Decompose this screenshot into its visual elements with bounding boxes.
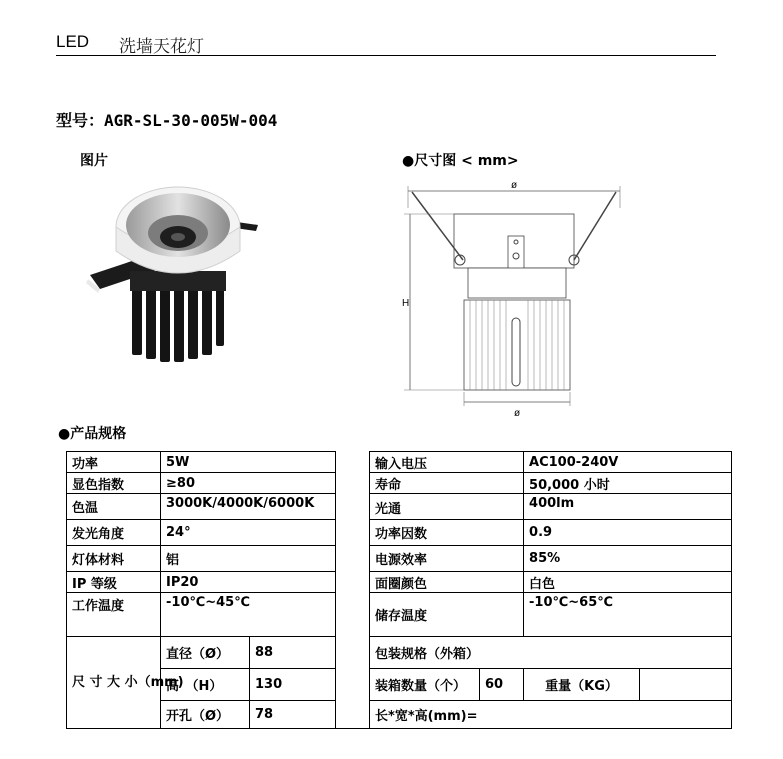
product-photo (80, 175, 280, 375)
spec-value-cell: ≥80 (161, 473, 336, 494)
spec-label-cell: 电源效率 (370, 546, 524, 572)
package-dimensions-cell: 长*宽*高(mm)= (370, 701, 732, 729)
spec-value-cell: IP20 (161, 572, 336, 593)
size-sub-label: 高 （H） (161, 669, 250, 701)
package-label-cell: 包装规格（外箱） (370, 637, 732, 669)
size-value: 130 (250, 669, 336, 701)
package-weight-label: 重量（KG） (524, 669, 640, 701)
spec-value-cell: 白色 (524, 572, 732, 593)
header-led: LED (56, 32, 90, 51)
spec-label-cell: 输入电压 (370, 452, 524, 473)
spec-label-cell: 储存温度 (370, 593, 524, 637)
size-sub-label: 开孔（Ø） (161, 701, 250, 729)
spec-label-cell: 面圈颜色 (370, 572, 524, 593)
spec-value-cell: 铝 (161, 546, 336, 572)
table-row (67, 637, 732, 669)
photo-heading: 图片 (80, 153, 108, 169)
spec-value-cell: 24° (161, 520, 336, 546)
spec-label-cell: 光通 (370, 494, 524, 520)
spec-label-cell: 色温 (67, 494, 161, 520)
table-row (67, 701, 732, 729)
spec-label-cell: 功率因数 (370, 520, 524, 546)
header-product-name: 洗墙天花灯 (119, 37, 204, 57)
spec-value-cell: 50,000 小时 (524, 473, 732, 494)
table-row (67, 520, 732, 546)
size-value: 88 (250, 637, 336, 669)
spec-label-cell: 发光角度 (67, 520, 161, 546)
spec-label-cell: 功率 (67, 452, 161, 473)
spec-value-cell: 5W (161, 452, 336, 473)
table-row (67, 452, 732, 473)
size-value: 78 (250, 701, 336, 729)
document-header (56, 30, 716, 56)
height-mark: H (402, 298, 410, 309)
package-weight-value (640, 669, 732, 701)
spec-table (66, 451, 732, 729)
spec-label-cell: 灯体材料 (67, 546, 161, 572)
table-row (67, 593, 732, 637)
package-qty-label: 装箱数量（个） (370, 669, 480, 701)
spec-label-cell: 显色指数 (67, 473, 161, 494)
table-row (67, 546, 732, 572)
spec-label-cell: IP 等级 (67, 572, 161, 593)
package-qty-value: 60 (480, 669, 524, 701)
dimension-heading: ●尺寸图 < mm> (402, 153, 519, 169)
spec-heading: ●产品规格 (58, 426, 127, 442)
spec-value-cell: -10℃~45℃ (161, 593, 336, 637)
top-diameter-mark: ø (510, 180, 518, 191)
table-row (67, 473, 732, 494)
size-label-cell: 尺 寸 大 小（mm) (67, 637, 161, 729)
table-row (67, 572, 732, 593)
spec-label-cell: 工作温度 (67, 593, 161, 637)
dimension-drawing (398, 178, 628, 418)
spec-label-cell: 寿命 (370, 473, 524, 494)
model-number: 型号：AGR-SL-30-005W-004 (56, 111, 278, 130)
spec-value-cell: 85% (524, 546, 732, 572)
table-row (67, 669, 732, 701)
spec-value-cell: AC100-240V (524, 452, 732, 473)
table-row (67, 494, 732, 520)
spec-value-cell: 400lm (524, 494, 732, 520)
spec-value-cell: 3000K/4000K/6000K (161, 494, 336, 520)
spec-value-cell: 0.9 (524, 520, 732, 546)
size-sub-label: 直径（Ø） (161, 637, 250, 669)
bottom-diameter-mark: ø (513, 408, 521, 419)
spec-value-cell: -10℃~65℃ (524, 593, 732, 637)
